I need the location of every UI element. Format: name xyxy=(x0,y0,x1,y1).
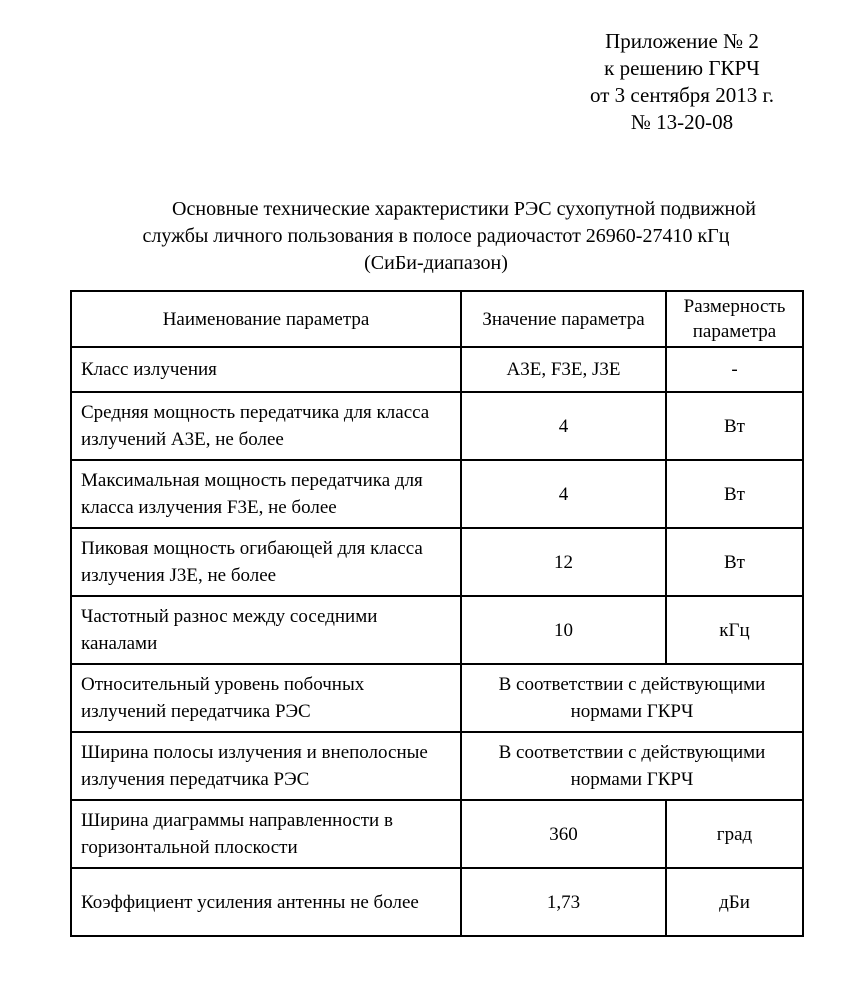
param-value: В соответствии с действующими нормами ГКРЧ xyxy=(461,664,803,732)
param-value: 4 xyxy=(461,392,666,460)
param-unit: дБи xyxy=(666,868,803,936)
param-name: Пиковая мощность огибающей для класса излучения J3Е, не более xyxy=(71,528,461,596)
column-header-parameter-unit: Размерность параметра xyxy=(666,291,803,347)
appendix-line: к решению ГКРЧ xyxy=(604,56,760,80)
param-unit: Вт xyxy=(666,528,803,596)
param-unit: Вт xyxy=(666,392,803,460)
param-row xyxy=(71,460,803,528)
appendix-line: Приложение № 2 xyxy=(605,29,759,53)
document-title xyxy=(70,196,802,277)
param-name: Средняя мощность передатчика для класса излучений А3Е, не более xyxy=(71,392,461,460)
table-header-row xyxy=(71,291,803,347)
param-row xyxy=(71,528,803,596)
document-title-line: службы личного пользования в полосе радиочастот 26960-27410 кГц xyxy=(142,225,730,247)
param-value: 4 xyxy=(461,460,666,528)
param-row xyxy=(71,732,803,800)
param-name: Ширина диаграммы направленности в горизонтальной плоскости xyxy=(71,800,461,868)
param-name: Частотный разнос между соседними каналами xyxy=(71,596,461,664)
appendix-reference-block xyxy=(562,28,802,136)
parameters-table xyxy=(70,290,804,937)
document-title-line: Основные технические характеристики РЭС сухопутной подвижной xyxy=(172,198,756,220)
param-row xyxy=(71,868,803,936)
param-row xyxy=(71,596,803,664)
param-row xyxy=(71,392,803,460)
param-unit: кГц xyxy=(666,596,803,664)
param-unit: - xyxy=(666,347,803,392)
column-header-parameter-name: Наименование параметра xyxy=(71,291,461,347)
column-header-parameter-value: Значение параметра xyxy=(461,291,666,347)
param-row xyxy=(71,664,803,732)
param-unit: Вт xyxy=(666,460,803,528)
document-title-line: (СиБи-диапазон) xyxy=(364,252,508,274)
param-name: Коэффициент усиления антенны не более xyxy=(71,868,461,936)
param-value: 12 xyxy=(461,528,666,596)
param-row xyxy=(71,347,803,392)
param-value: А3Е, F3Е, J3Е xyxy=(461,347,666,392)
param-name: Ширина полосы излучения и внеполосные излучения передатчика РЭС xyxy=(71,732,461,800)
param-value: В соответствии с действующими нормами ГКРЧ xyxy=(461,732,803,800)
appendix-line: от 3 сентября 2013 г. xyxy=(590,83,774,107)
page-content xyxy=(70,0,802,937)
param-name: Относительный уровень побочных излучений передатчика РЭС xyxy=(71,664,461,732)
param-row xyxy=(71,800,803,868)
param-value: 10 xyxy=(461,596,666,664)
param-unit: град xyxy=(666,800,803,868)
param-name: Максимальная мощность передатчика для класса излучения F3Е, не более xyxy=(71,460,461,528)
appendix-line: № 13-20-08 xyxy=(630,110,734,134)
param-name: Класс излучения xyxy=(71,347,461,392)
param-value: 1,73 xyxy=(461,868,666,936)
param-value: 360 xyxy=(461,800,666,868)
